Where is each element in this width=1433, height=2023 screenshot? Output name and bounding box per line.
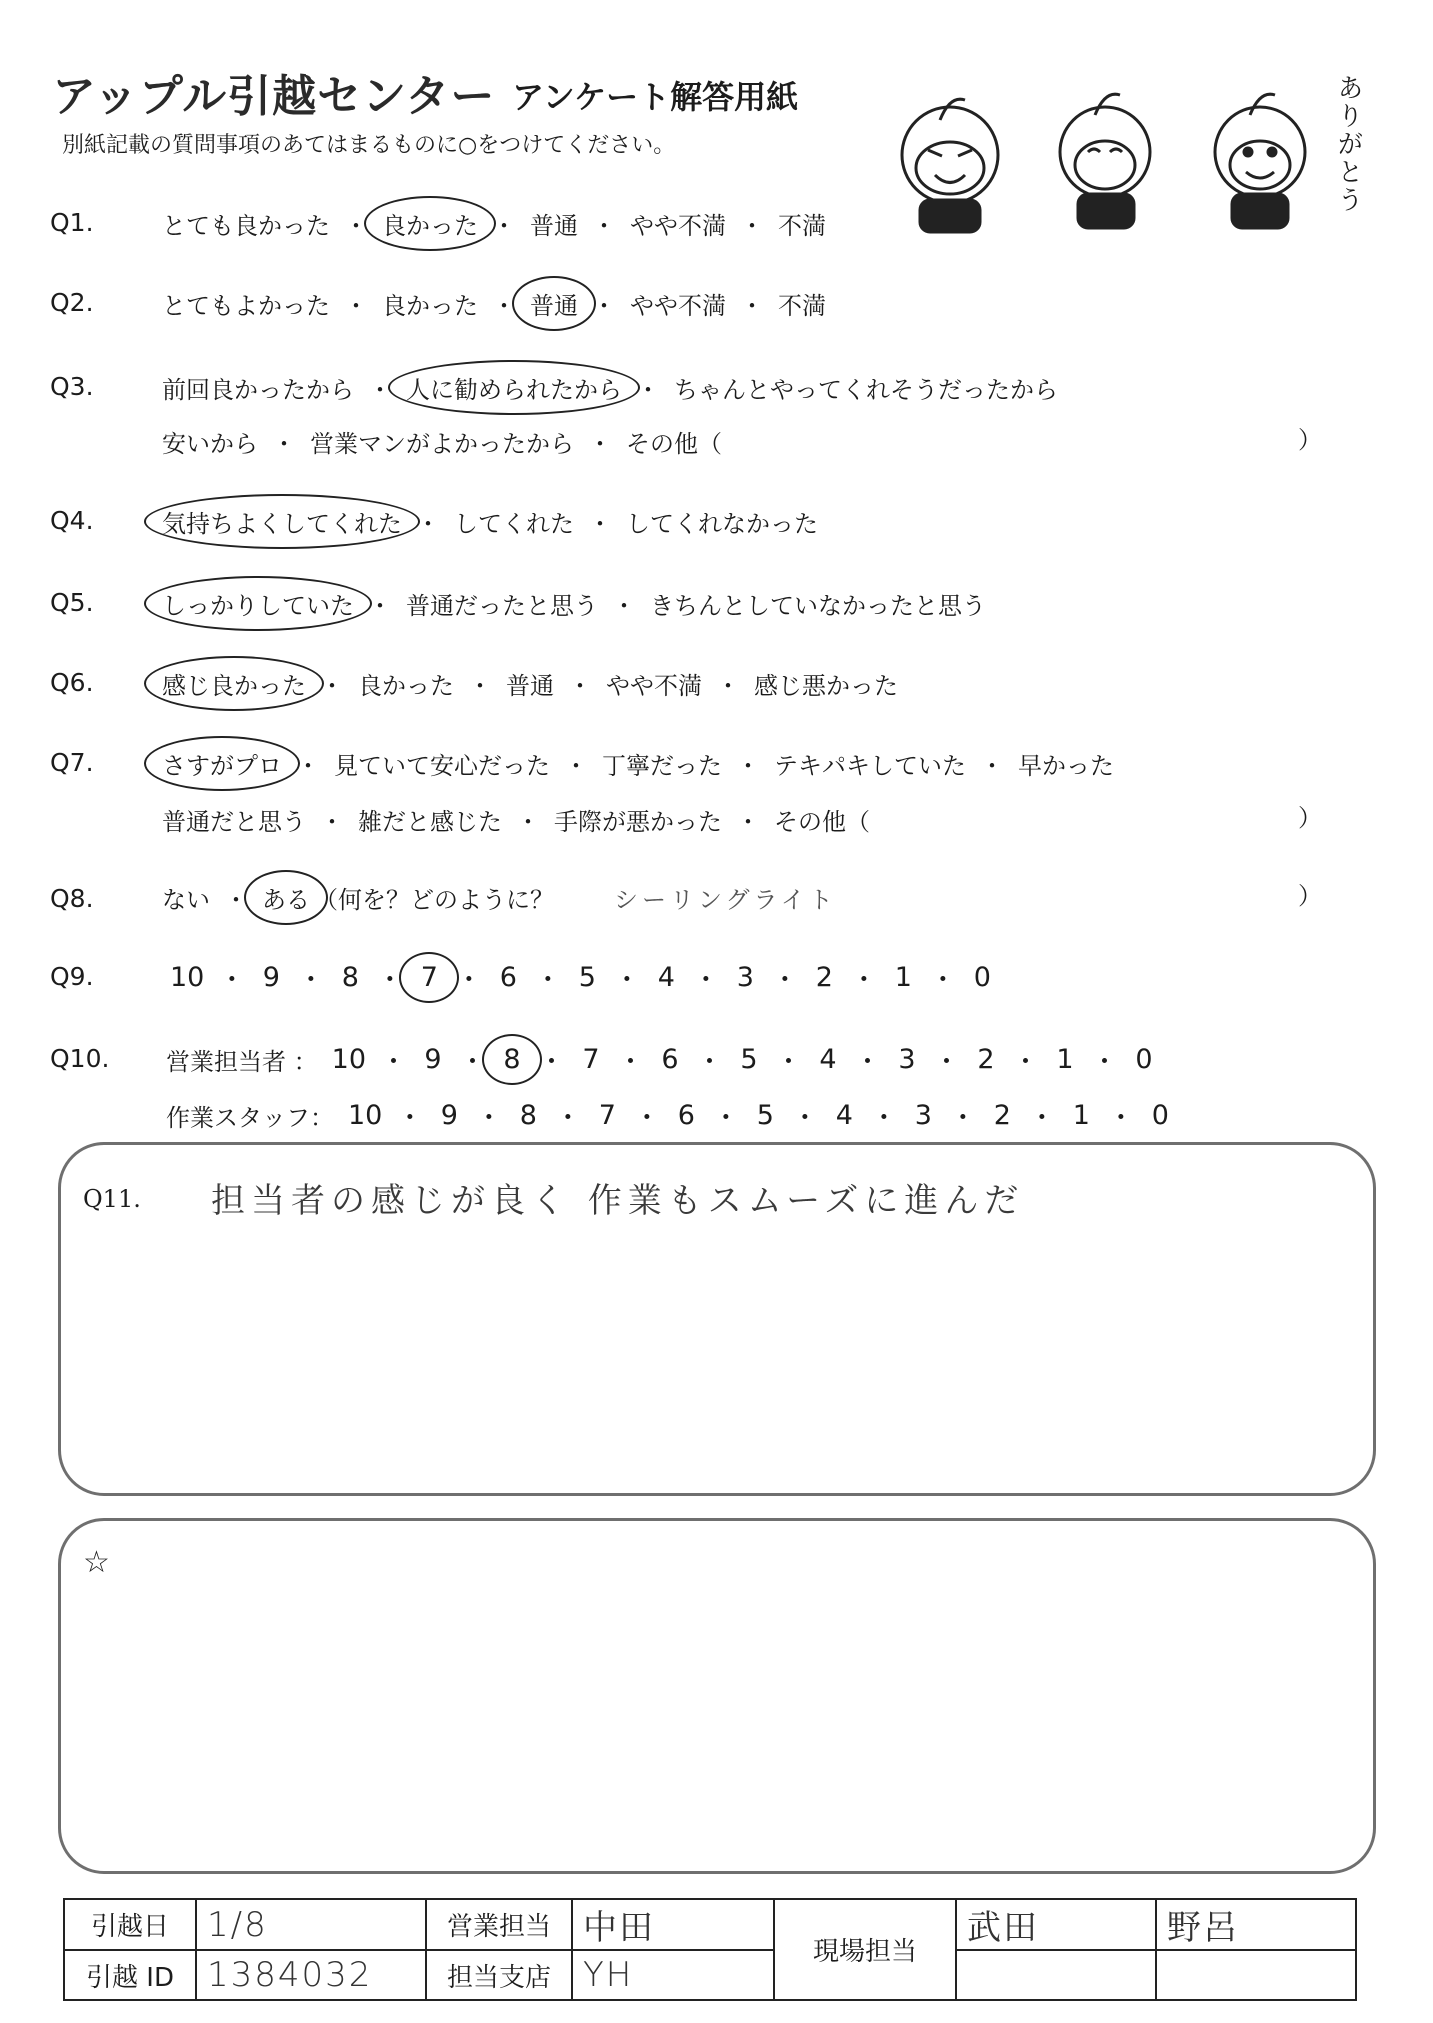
q11-comment-box[interactable] [58,1142,1376,1496]
q10-staff-value[interactable]: 10 [348,1100,383,1131]
q10-staff-value[interactable]: 6 [677,1100,695,1131]
q9-label: Q9. [50,962,94,991]
q2-label: Q2. [50,288,94,317]
q5-options: しっかりしていた ・ 普通だったと思う ・ きちんとしていなかったと思う [158,586,990,621]
q3-option[interactable]: ちゃんとやってくれそうだったから [674,376,1058,404]
q10-staff-value[interactable]: 8 [519,1100,537,1131]
q10-staff-scale: 作業スタッフ： 10 ・ 9 ・ 8 ・ 7 ・ 6 ・ 5 ・ 4 ・ 3 ・ 2 ・ 1 ・ 0 [166,1096,1176,1135]
q7-option[interactable]: 雑だと感じた [358,808,502,836]
q1-option-selected[interactable]: 良かった [378,206,482,241]
q10-sales-value[interactable]: 9 [424,1044,442,1075]
q7-options-line1: さすがプロ ・ 見ていて安心だった ・ 丁寧だった ・ テキパキしていた ・ 早かった [158,746,1118,781]
q9-value[interactable]: 9 [262,962,280,993]
q9-value-selected[interactable]: 7 [413,962,445,993]
q10-sales-value[interactable]: 4 [819,1044,837,1075]
q7-option-selected[interactable]: さすがプロ [158,746,286,781]
q7-option-other[interactable]: その他（ [774,808,870,836]
q8-close-paren: ） [1298,882,1322,910]
q6-options: 感じ良かった ・ 良かった ・ 普通 ・ やや不満 ・ 感じ悪かった [158,666,902,701]
q10-sales-label: 営業担当者 ： [166,1048,318,1076]
q3-options-line1: 前回良かったから ・ 人に勧められたから ・ ちゃんとやってくれそうだったから [158,370,1062,405]
instruction-text: 別紙記載の質問事項のあてはまるものに○をつけてください。 [62,133,676,158]
q10-sales-value[interactable]: 5 [740,1044,758,1075]
q6-label: Q6. [50,668,94,697]
q9-value[interactable]: 0 [973,962,991,993]
q3-option-other[interactable]: その他（ [626,430,722,458]
q4-options: 気持ちよくしてくれた ・ してくれた ・ してくれなかった [158,504,822,539]
sales-rep-label: 営業担当 [426,1899,572,1950]
q6-option[interactable]: 良かった [358,672,454,700]
q8-option[interactable]: ない [162,886,210,914]
star-label: ☆ [83,1545,110,1580]
q7-options-line2: 普通だと思う ・ 雑だと感じた ・ 手際が悪かった ・ その他（ [158,802,874,837]
q1-option[interactable]: 普通 [530,212,578,240]
q1-option[interactable]: 不満 [778,212,826,240]
q3-option[interactable]: 前回良かったから [162,376,354,404]
q1-options: とても良かった ・ 良かった ・ 普通 ・ やや不満 ・ 不満 [158,206,830,241]
q9-value[interactable]: 6 [499,962,517,993]
q10-sales-value-selected[interactable]: 8 [496,1044,528,1075]
q9-value[interactable]: 4 [657,962,675,993]
footer-info-table [63,1898,1357,2001]
q1-option[interactable]: とても良かった [162,212,330,240]
q10-sales-value[interactable]: 10 [331,1044,366,1075]
q10-sales-value[interactable]: 2 [977,1044,995,1075]
q9-value[interactable]: 2 [815,962,833,993]
site-rep-value-1[interactable]: 武田 [956,1899,1156,1950]
q10-label: Q10. [50,1044,110,1073]
q10-staff-value[interactable]: 3 [914,1100,932,1131]
q9-value[interactable]: 3 [736,962,754,993]
site-rep-empty-2[interactable] [1156,1950,1356,2000]
q7-option[interactable]: 丁寧だった [602,752,722,780]
q7-option[interactable]: テキパキしていた [774,752,966,780]
q9-value[interactable]: 5 [578,962,596,993]
q5-label: Q5. [50,588,94,617]
q9-value[interactable]: 10 [170,962,205,993]
q10-sales-value[interactable]: 6 [661,1044,679,1075]
q10-staff-value[interactable]: 2 [993,1100,1011,1131]
q10-staff-value[interactable]: 5 [756,1100,774,1131]
q4-option[interactable]: してくれなかった [626,510,818,538]
q11-label: Q11. [83,1185,141,1213]
q10-sales-value[interactable]: 3 [898,1044,916,1075]
q8-options: ない ・ ある （何を？どのように？ シーリングライト [158,880,837,915]
q3-label: Q3. [50,372,94,401]
q5-option[interactable]: きちんとしていなかったと思う [650,592,986,620]
q10-sales-value[interactable]: 0 [1135,1044,1153,1075]
q7-option[interactable]: 普通だと思う [162,808,306,836]
q10-staff-value[interactable]: 7 [598,1100,616,1131]
site-rep-empty-1[interactable] [956,1950,1156,2000]
q8-label: Q8. [50,884,94,913]
q7-label: Q7. [50,748,94,777]
q4-option-selected[interactable]: 気持ちよくしてくれた [158,504,406,539]
monkey-mascots-illustration [880,60,1360,240]
thanks-text: ありがとう [1333,74,1363,214]
q7-close-paren: ） [1298,804,1322,832]
q8-handwritten-note: シーリングライト [614,886,837,914]
q6-option[interactable]: やや不満 [606,672,702,700]
q7-option[interactable]: 手際が悪かった [554,808,722,836]
form-title: アンケート解答用紙 [512,78,799,116]
q10-staff-label: 作業スタッフ： [166,1104,334,1132]
q10-sales-value[interactable]: 7 [582,1044,600,1075]
q10-staff-value[interactable]: 9 [440,1100,458,1131]
q7-option[interactable]: 見ていて安心だった [334,752,550,780]
q9-value[interactable]: 1 [894,962,912,993]
q3-options-line2: 安いから ・ 営業マンがよかったから ・ その他（ [158,424,726,459]
q10-sales-scale: 営業担当者 ： 10 ・ 9 ・ 8 ・ 7 ・ 6 ・ 5 ・ 4 ・ 3 ・ 2 ・ 1 ・ 0 [166,1040,1160,1079]
q9-scale: 10 ・ 9 ・ 8 ・ 7 ・ 6 ・ 5 ・ 4 ・ 3 ・ 2 ・ 1 ・ 0 [166,958,998,997]
q2-option-selected[interactable]: 普通 [526,286,582,321]
move-date-value[interactable]: 1/8 [196,1899,426,1950]
sales-rep-value[interactable]: 中田 [572,1899,774,1950]
q10-staff-value[interactable]: 1 [1072,1100,1090,1131]
site-rep-label: 現場担当 [774,1899,956,2000]
branch-label: 担当支店 [426,1950,572,2000]
q3-option-selected[interactable]: 人に勧められたから [402,370,626,405]
brand-name: アップル引越センター [52,71,496,122]
q10-staff-value[interactable]: 0 [1151,1100,1169,1131]
move-id-value[interactable]: 1384032 [196,1950,426,2000]
q4-label: Q4. [50,506,94,535]
q2-option[interactable]: 不満 [778,292,826,320]
q3-close-paren: ） [1298,426,1322,454]
q7-option[interactable]: 早かった [1018,752,1114,780]
q10-sales-value[interactable]: 1 [1056,1044,1074,1075]
q9-value[interactable]: 8 [341,962,359,993]
q2-options: とてもよかった ・ 良かった ・ 普通 ・ やや不満 ・ 不満 [158,286,830,321]
q3-option[interactable]: 安いから [162,430,258,458]
q5-option-selected[interactable]: しっかりしていた [158,586,358,621]
q8-prompt: （何を？どのように？ [314,886,554,914]
q6-option[interactable]: 普通 [506,672,554,700]
q6-option-selected[interactable]: 感じ良かった [158,666,310,701]
q2-option[interactable]: やや不満 [630,292,726,320]
q11-handwritten-comment: 担当者の感じが良く 作業もスムーズに進んだ [211,1181,1025,1221]
q6-option[interactable]: 感じ悪かった [754,672,898,700]
q1-option[interactable]: やや不満 [630,212,726,240]
q8-option-selected[interactable]: ある [258,880,314,915]
q5-option[interactable]: 普通だったと思う [406,592,598,620]
q4-option[interactable]: してくれた [454,510,574,538]
free-comment-box[interactable] [58,1518,1376,1874]
move-id-label: 引越 ID [64,1950,196,2000]
q1-label: Q1. [50,208,94,237]
move-date-label: 引越日 [64,1899,196,1950]
site-rep-value-2[interactable]: 野呂 [1156,1899,1356,1950]
q2-option[interactable]: とてもよかった [162,292,330,320]
branch-value[interactable]: YH [572,1950,774,2000]
q3-option[interactable]: 営業マンがよかったから [310,430,574,458]
q2-option[interactable]: 良かった [382,292,478,320]
q10-staff-value[interactable]: 4 [835,1100,853,1131]
